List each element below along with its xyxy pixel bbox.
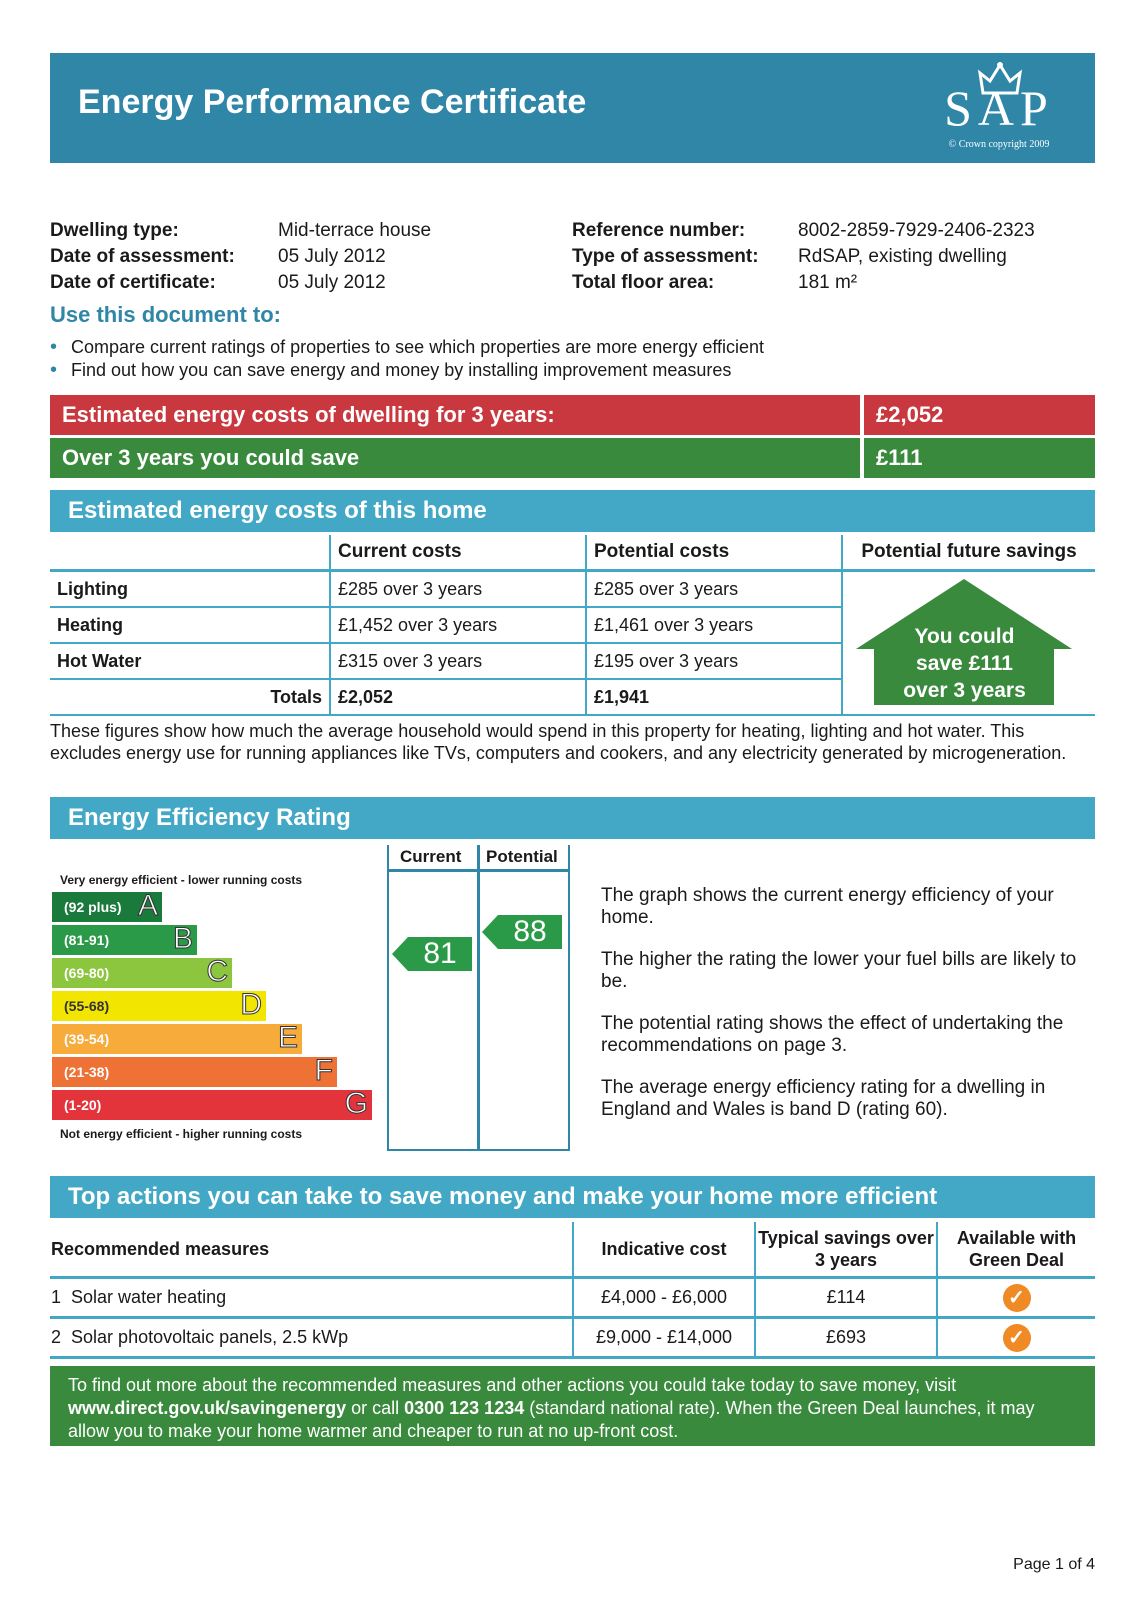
more-info-box: [50, 1366, 1095, 1446]
table-row: [50, 1278, 1095, 1318]
sap-logo-text: SAP: [944, 80, 1054, 136]
green-deal-header: Available with Green Deal: [937, 1222, 1095, 1278]
cost-cell: £9,000 - £14,000: [573, 1318, 755, 1358]
dwelling-type-value: Mid-terrace house: [278, 220, 432, 241]
assessment-type-label: Type of assessment:: [572, 246, 759, 267]
efficiency-rating-graph: [50, 845, 570, 1155]
house-line: over 3 years: [903, 679, 1026, 702]
assessment-date-label: Date of assessment:: [50, 246, 235, 267]
dwelling-type-label: Dwelling type:: [50, 220, 179, 241]
info-text: (standard national rate). When the Green Deal launches, it may allow you to make your home warmer and cheaper to run at no up-front cost.: [68, 1398, 1035, 1441]
inefficient-note: Not energy efficient - higher running costs: [60, 1127, 303, 1141]
savings-label: Over 3 years you could save: [50, 438, 860, 478]
costs-note: These figures show how much the average household would spend in this property for heating, lighting and hot water. This excludes energy use for running appliances like TVs, computers and cookers, and any electricity generated by microgeneration.: [50, 721, 1067, 763]
band-letter: B: [172, 922, 193, 955]
measure-name: Solar photovoltaic panels, 2.5 kWp: [71, 1327, 349, 1347]
totals-current: £2,052: [330, 679, 586, 715]
actions-table: [50, 1222, 1095, 1359]
table-row: [50, 1318, 1095, 1358]
certificate-date-label: Date of certificate:: [50, 272, 216, 293]
divider: [387, 845, 389, 1151]
floor-area-value: 181 m²: [798, 272, 858, 293]
band-letter: F: [314, 1054, 333, 1087]
savings-header: Typical savings over 3 years: [755, 1222, 937, 1278]
row-label: Lighting: [50, 571, 330, 608]
current-rating-arrow: [392, 937, 472, 971]
use-document-list: [50, 336, 764, 382]
check-icon: ✓: [1003, 1324, 1031, 1352]
bullet-text: Find out how you can save energy and money by installing improvement measures: [71, 360, 732, 380]
band-range: (69-80): [64, 965, 110, 981]
savings-link[interactable]: www.direct.gov.uk/savingenergy: [68, 1398, 347, 1418]
phone-number: 0300 123 1234: [404, 1398, 525, 1418]
measure-cell: [50, 1318, 573, 1358]
divider: [387, 1149, 570, 1151]
band-range: (81-91): [64, 932, 110, 948]
house-line: save £111: [916, 652, 1013, 675]
band-range: (55-68): [64, 998, 110, 1014]
row-label: Heating: [50, 607, 330, 643]
cost-header: Indicative cost: [573, 1222, 755, 1278]
reference-number-value: 8002-2859-7929-2406-2323: [798, 220, 1035, 241]
current-costs-header: Current costs: [330, 535, 586, 571]
explanation-paragraph: The average energy efficiency rating for a dwelling in England and Wales is band D (rating 60).: [601, 1077, 1046, 1120]
estimated-costs-bar: [50, 395, 1095, 435]
estimated-costs-label: Estimated energy costs of dwelling for 3 years:: [50, 395, 860, 435]
bullet-text: Compare current ratings of properties to see which properties are more energy efficient: [71, 337, 765, 357]
current-cost-cell: £315 over 3 years: [330, 643, 586, 679]
certificate-header: [50, 53, 1095, 163]
potential-column-header: Potential: [486, 847, 558, 866]
potential-cost-cell: £285 over 3 years: [586, 571, 842, 608]
check-icon: ✓: [1003, 1284, 1031, 1312]
row-label: Hot Water: [50, 643, 330, 679]
band-letter: G: [344, 1087, 368, 1120]
house-line: You could: [914, 625, 1015, 648]
savings-cell: £114: [755, 1278, 937, 1318]
savings-house: [852, 577, 1077, 707]
table-header-row: [50, 1222, 1095, 1278]
savings-cell: £693: [755, 1318, 937, 1358]
savings-bar: [50, 438, 1095, 478]
band-range: (1-20): [64, 1097, 102, 1113]
band-range: (21-38): [64, 1064, 110, 1080]
measure-number: 1: [51, 1287, 62, 1307]
house-savings-text: [852, 623, 1077, 704]
band-d: [52, 988, 266, 1021]
divider: [387, 869, 570, 872]
savings-value: £111: [864, 438, 1095, 478]
band-range: (39-54): [64, 1031, 110, 1047]
sap-logo: [929, 57, 1069, 157]
green-deal-cell: [937, 1318, 1095, 1358]
future-savings-header: Potential future savings: [842, 535, 1095, 571]
actions-section-title: Top actions you can take to save money and make your home more efficient: [50, 1176, 1095, 1218]
potential-cost-cell: £1,461 over 3 years: [586, 607, 842, 643]
explanation-paragraph: The higher the rating the lower your fuel bills are likely to be.: [601, 949, 1077, 992]
estimated-costs-value: £2,052: [864, 395, 1095, 435]
info-text: or call: [346, 1398, 405, 1418]
divider: [568, 845, 570, 1151]
list-item: [50, 336, 764, 359]
totals-potential: £1,941: [586, 679, 842, 715]
potential-costs-header: Potential costs: [586, 535, 842, 571]
table-header-row: [50, 535, 1095, 571]
band-letter: C: [206, 955, 228, 988]
costs-section-title: Estimated energy costs of this home: [50, 490, 1095, 532]
band-f: [52, 1054, 337, 1087]
empty-header: [50, 535, 330, 571]
dwelling-info: [50, 220, 1095, 295]
explanation-paragraph: The graph shows the current energy efficiency of your home.: [601, 885, 1054, 928]
info-text: To find out more about the recommended measures and other actions you could take today to save money, visit: [68, 1375, 957, 1395]
totals-label: Totals: [50, 679, 330, 715]
measures-header: Recommended measures: [50, 1222, 573, 1278]
assessment-date-value: 05 July 2012: [278, 246, 386, 267]
sap-copyright: © Crown copyright 2009: [948, 139, 1050, 150]
band-b: [52, 922, 197, 955]
use-document-title: Use this document to:: [50, 302, 282, 327]
current-rating-value: 81: [423, 937, 457, 970]
potential-rating-arrow: [482, 915, 562, 949]
current-column-header: Current: [400, 847, 462, 866]
band-letter: E: [277, 1021, 298, 1054]
certificate-date-value: 05 July 2012: [278, 272, 386, 293]
potential-rating-value: 88: [513, 915, 547, 948]
bullet-icon: •: [50, 359, 58, 381]
current-cost-cell: £285 over 3 years: [330, 571, 586, 608]
explanation-paragraph: The potential rating shows the effect of undertaking the recommendations on page 3.: [601, 1013, 1064, 1056]
floor-area-label: Total floor area:: [572, 272, 715, 293]
reference-number-label: Reference number:: [572, 220, 746, 241]
measure-cell: [50, 1278, 573, 1318]
measure-name: Solar water heating: [71, 1287, 227, 1307]
band-e: [52, 1021, 302, 1054]
list-item: [50, 359, 764, 382]
bullet-icon: •: [50, 336, 58, 358]
band-a: [52, 889, 162, 922]
band-letter: D: [240, 988, 262, 1021]
green-deal-cell: [937, 1278, 1095, 1318]
certificate-title: Energy Performance Certificate: [78, 83, 587, 121]
current-cost-cell: £1,452 over 3 years: [330, 607, 586, 643]
measure-number: 2: [51, 1327, 62, 1347]
efficiency-section-title: Energy Efficiency Rating: [50, 797, 1095, 839]
assessment-type-value: RdSAP, existing dwelling: [798, 246, 1007, 267]
page-number: Page 1 of 4: [1013, 1556, 1095, 1573]
efficient-note: Very energy efficient - lower running costs: [60, 873, 303, 887]
cost-cell: £4,000 - £6,000: [573, 1278, 755, 1318]
divider: [477, 845, 480, 1151]
band-range: (92 plus): [64, 899, 122, 915]
band-c: [52, 955, 232, 988]
band-letter: A: [137, 889, 158, 922]
band-g: [52, 1087, 372, 1120]
potential-cost-cell: £195 over 3 years: [586, 643, 842, 679]
efficiency-explanation: [601, 885, 1096, 1141]
